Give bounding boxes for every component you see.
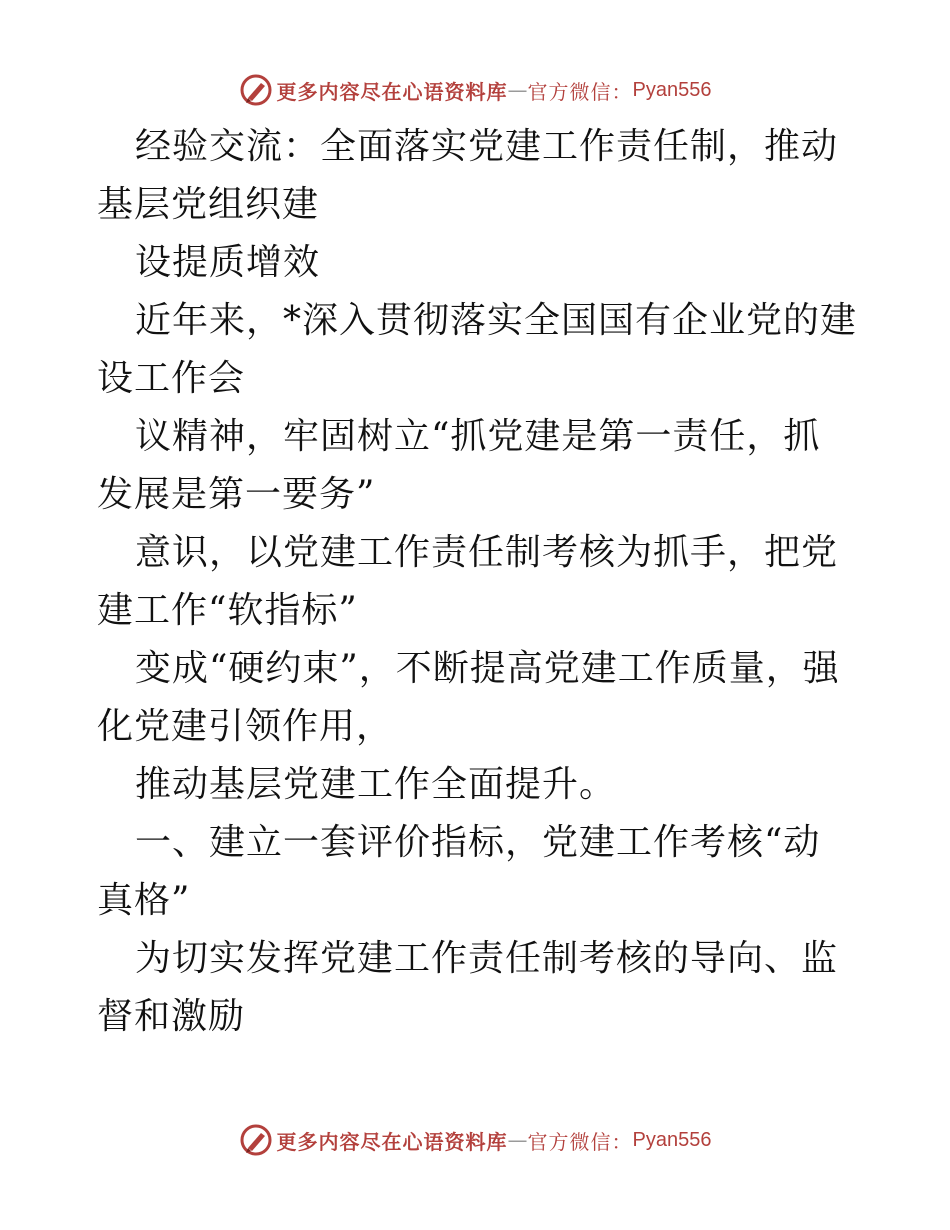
paragraph: 意识，以党建工作责任制考核为抓手，把党建工作“软指标” xyxy=(97,532,839,631)
header-watermark xyxy=(0,70,950,110)
header-account-id: Pyan556 xyxy=(632,78,712,101)
header-wechat-label: 官方微信： xyxy=(527,79,633,104)
footer-separator: — xyxy=(507,1128,528,1152)
header-brand-text: 更多内容尽在心语资料库 xyxy=(276,79,508,104)
section-heading: 一、建立一套评价指标，党建工作考核“动真格” xyxy=(97,822,821,921)
paragraph: 为切实发挥党建工作责任制考核的导向、监督和激励 xyxy=(97,938,839,1037)
paragraph: 近年来，*深入贯彻落实全国国有企业党的建设工作会 xyxy=(97,300,858,399)
footer-brand-text: 更多内容尽在心语资料库 xyxy=(276,1129,508,1154)
pen-logo-icon xyxy=(239,73,273,107)
paragraph: 变成“硬约束”，不断提高党建工作质量，强化党建引领作用， xyxy=(97,648,840,747)
paragraph: 推动基层党建工作全面提升。 xyxy=(135,764,617,805)
paragraph-title-cont: 设提质增效 xyxy=(135,242,321,283)
paragraph: 议精神，牢固树立“抓党建是第一责任，抓发展是第一要务” xyxy=(97,416,821,515)
footer-account-id: Pyan556 xyxy=(632,1128,712,1151)
footer-wechat-label: 官方微信： xyxy=(527,1129,633,1154)
paragraph-title: 经验交流：全面落实党建工作责任制，推动基层党组织建 xyxy=(97,126,839,225)
pen-logo-icon xyxy=(239,1123,273,1157)
footer-watermark xyxy=(0,1120,950,1160)
header-separator: — xyxy=(507,78,528,102)
document-body xyxy=(97,118,857,1046)
